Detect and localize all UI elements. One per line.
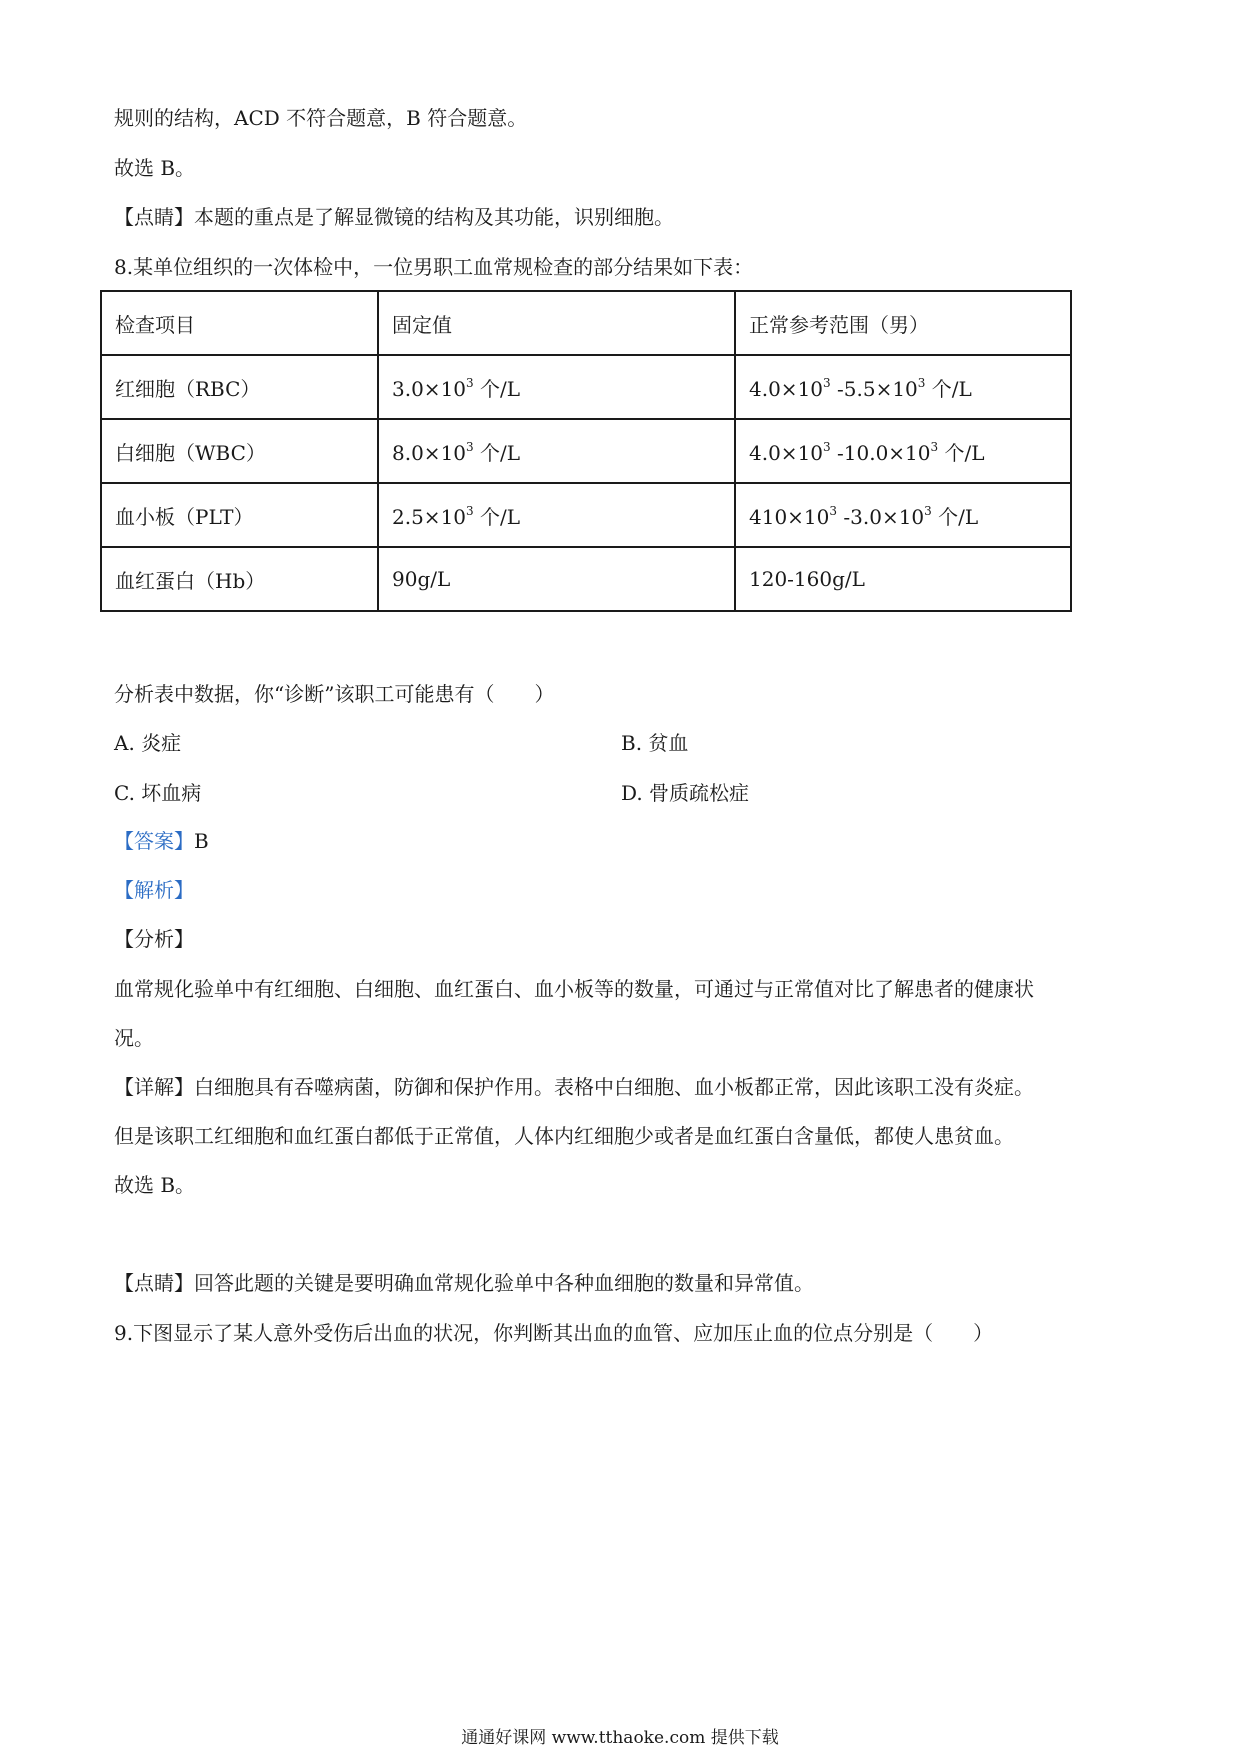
- table-cell: 90g/L: [378, 547, 735, 611]
- table-cell: 120-160g/L: [735, 547, 1071, 611]
- option-d: D. 骨质疏松症: [621, 781, 750, 805]
- option-a: A. 炎症: [114, 731, 182, 755]
- table-cell: 血红蛋白（Hb）: [101, 547, 378, 611]
- detail-text: 但是该职工红细胞和血红蛋白都低于正常值，人体内红细胞少或者是血红蛋白含量低，都使人患贫血。: [114, 1124, 1014, 1148]
- table-row: [101, 483, 1071, 547]
- table-row: [101, 419, 1071, 483]
- fenxi-text: 况。: [114, 1026, 154, 1050]
- option-c: C. 坏血病: [114, 781, 202, 805]
- table-cell: $4.0\times 10^3$ $-5.5\times 10^3$ 个/L: [735, 355, 1071, 419]
- table-cell: $410\times 10^3$ $-3.0\times 10^3$ 个/L: [735, 483, 1071, 547]
- table-row: [101, 547, 1071, 611]
- dianjing-text: 【点睛】回答此题的关键是要明确血常规化验单中各种血细胞的数量和异常值。: [114, 1271, 814, 1295]
- table-cell: 白细胞（WBC）: [101, 419, 378, 483]
- analysis-tag: 【解析】: [114, 878, 194, 902]
- question-9: 9.下图显示了某人意外受伤后出血的状况，你判断其出血的血管、应加压止血的位点分别是（ ）: [114, 1321, 994, 1345]
- blood-test-table: [100, 290, 1072, 612]
- text-line: 故选 B。: [114, 156, 196, 180]
- table-header-cell: 检查项目: [101, 291, 378, 355]
- table-cell: $8.0\times 10^3$ 个/L: [378, 419, 735, 483]
- table-row: [101, 355, 1071, 419]
- text-line: 规则的结构，ACD 不符合题意，B 符合题意。: [114, 106, 528, 130]
- detail-text: 【详解】白细胞具有吞噬病菌，防御和保护作用。表格中白细胞、血小板都正常，因此该职工没有炎症。: [114, 1075, 1034, 1099]
- table-header-cell: 固定值: [378, 291, 735, 355]
- answer-value: B: [194, 829, 209, 853]
- fenxi-tag: 【分析】: [114, 927, 194, 951]
- answer-tag: 【答案】: [114, 829, 194, 853]
- table-cell: $2.5\times 10^3$ 个/L: [378, 483, 735, 547]
- answer-line: [114, 827, 209, 855]
- table-header-cell: 正常参考范围（男）: [735, 291, 1071, 355]
- detail-text: 故选 B。: [114, 1173, 196, 1197]
- page-footer: 通通好课网 www.tthaoke.com 提供下载: [461, 1728, 779, 1748]
- option-b: B. 贫血: [621, 731, 689, 755]
- text-line: 【点睛】本题的重点是了解显微镜的结构及其功能，识别细胞。: [114, 205, 674, 229]
- table-cell: 血小板（PLT）: [101, 483, 378, 547]
- question-prompt: 分析表中数据，你“诊断”该职工可能患有（ ）: [114, 682, 555, 706]
- table-header-row: [101, 291, 1071, 355]
- fenxi-text: 血常规化验单中有红细胞、白细胞、血红蛋白、血小板等的数量，可通过与正常值对比了解患者的健康状: [114, 977, 1034, 1001]
- table-cell: 红细胞（RBC）: [101, 355, 378, 419]
- question-8: 8.某单位组织的一次体检中，一位男职工血常规检查的部分结果如下表：: [114, 255, 754, 279]
- table-cell: $3.0\times 10^3$ 个/L: [378, 355, 735, 419]
- table-cell: $4.0\times 10^3$ $-10.0\times 10^3$ 个/L: [735, 419, 1071, 483]
